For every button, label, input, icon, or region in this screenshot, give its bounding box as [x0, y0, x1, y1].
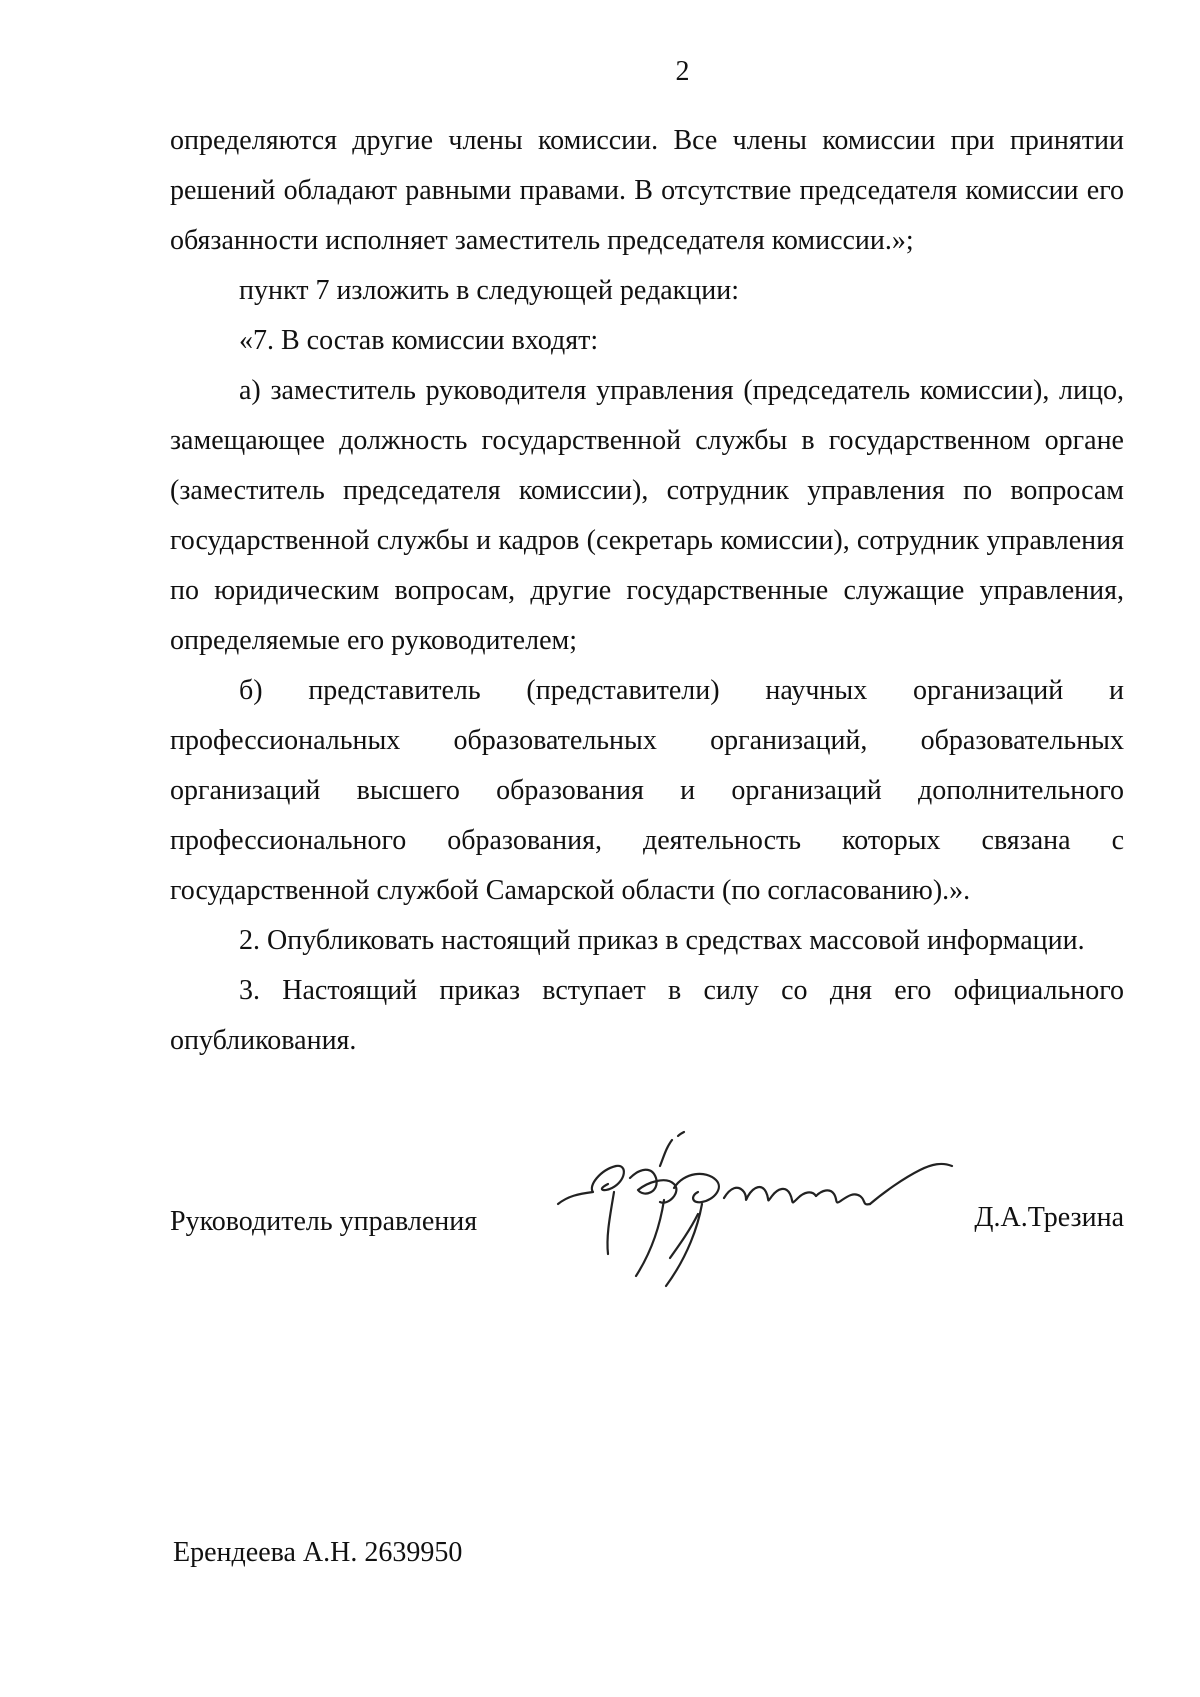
signatory-position: Руководитель управления [170, 1206, 478, 1237]
executor-contact: Ерендеева А.Н. 2639950 [173, 1537, 463, 1568]
paragraph-amend-item-7: пункт 7 изложить в следующей редакции: [239, 275, 739, 306]
paragraph-item-3: 3. Настоящий приказ вступает в силу со дня его официального опубликования. [170, 975, 1124, 1056]
signatory-name: Д.А.Трезина [974, 1202, 1124, 1233]
paragraph-subitem-a: а) заместитель руководителя управления (председатель комиссии), лицо, замещающее должность государственной службы в государственном органе (заместитель председателя комиссии), сотрудник управления по вопросам государственной службы и кадров (секретарь комиссии), сотрудник управления по юридическим вопросам, другие государственные служащие управления, определяемые его руководителем; [170, 375, 1124, 656]
paragraph-item-2: 2. Опубликовать настоящий приказ в средствах массовой информации. [239, 925, 1085, 956]
signature-block [170, 1188, 1124, 1248]
paragraph-subitem-b: б) представитель (представители) научных организаций и профессиональных образовательных организаций, образовательных организаций высшего образования и организаций дополнительного профессионального образования, деятельность которых связана с государственной службой Самарской области (по согласованию).». [170, 675, 1124, 906]
page-number: 2 [675, 56, 690, 87]
paragraph-continuation: определяются другие члены комиссии. Все члены комиссии при принятии решений обладают равными правами. В отсутствие председателя комиссии его обязанности исполняет заместитель председателя комиссии.»; [170, 125, 1124, 256]
document-body [170, 116, 1124, 1066]
handwritten-signature [548, 1126, 968, 1296]
paragraph-item-7-heading: «7. В состав комиссии входят: [239, 325, 599, 356]
